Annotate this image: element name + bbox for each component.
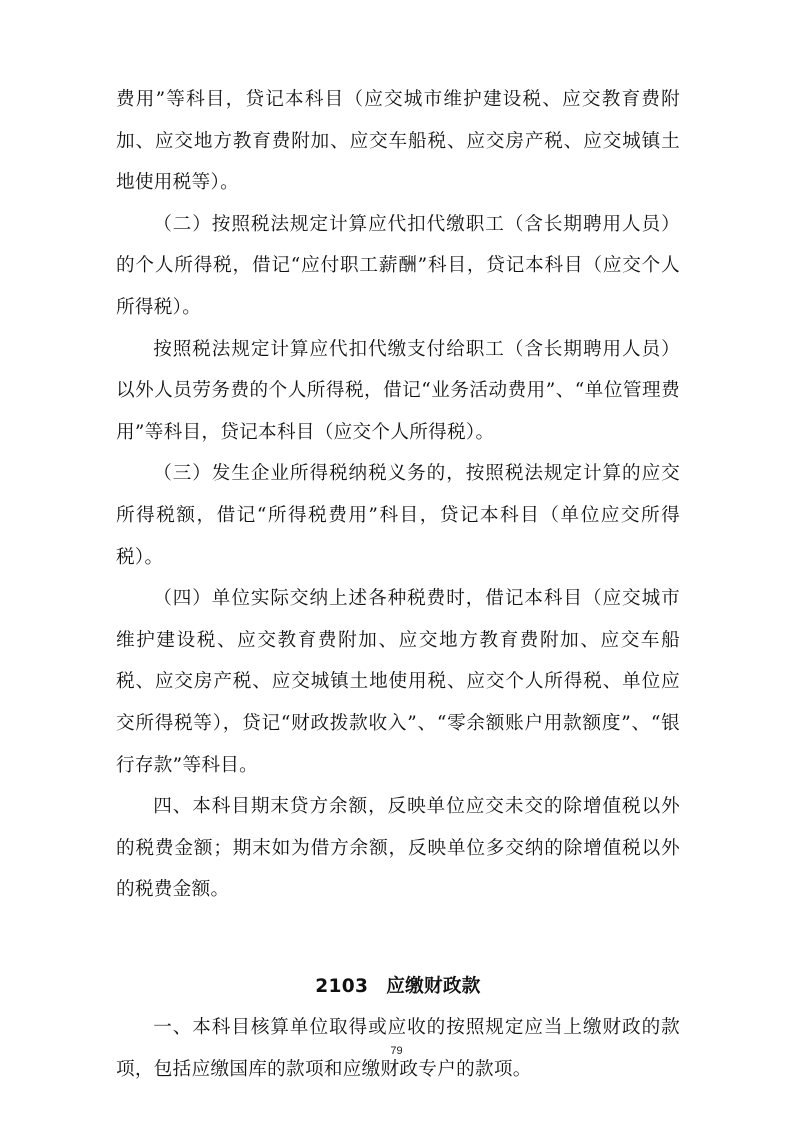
paragraph-item-2: （二）按照税法规定计算应代扣代缴职工（含长期聘用人员）的个人所得税，借记“应付职工薪酬”科目，贷记本科目（应交个人所得税）。	[116, 213, 680, 318]
paragraph-withholding-others: 按照税法规定计算应代扣代缴支付给职工（含长期聘用人员）以外人员劳务费的个人所得税，借记“业务活动费用”、“单位管理费用”等科目，贷记本科目（应交个人所得税）。	[116, 338, 680, 443]
section-heading	[116, 966, 680, 1008]
section-code: 2103	[315, 975, 369, 997]
page-number: 79	[390, 1045, 403, 1057]
section-title: 应缴财政款	[386, 975, 481, 997]
paragraph-item-4: （四）单位实际交纳上述各种税费时，借记本科目（应交城市维护建设税、应交教育费附加、应交地方教育费附加、应交车船税、应交房产税、应交城镇土地使用税、应交个人所得税、单位应交所得税等），贷记“财政拨款收入”、“零余额账户用款额度”、“银行存款”等科目。	[116, 588, 680, 776]
page-content	[116, 79, 680, 1091]
paragraph-section-intro: 一、本科目核算单位取得或应收的按照规定应当上缴财政的款项，包括应缴国库的款项和应缴财政专户的款项。	[116, 1017, 680, 1081]
section-spacer	[116, 911, 680, 966]
paragraph-item-3: （三）发生企业所得税纳税义务的，按照税法规定计算的应交所得税额，借记“所得税费用”科目，贷记本科目（单位应交所得税）。	[116, 463, 680, 568]
paragraph-continuation: 费用”等科目，贷记本科目（应交城市维护建设税、应交教育费附加、应交地方教育费附加、应交车船税、应交房产税、应交城镇土地使用税等）。	[116, 89, 680, 194]
paragraph-section-4: 四、本科目期末贷方余额，反映单位应交未交的除增值税以外的税费金额；期末如为借方余额，反映单位多交纳的除增值税以外的税费金额。	[116, 796, 680, 901]
